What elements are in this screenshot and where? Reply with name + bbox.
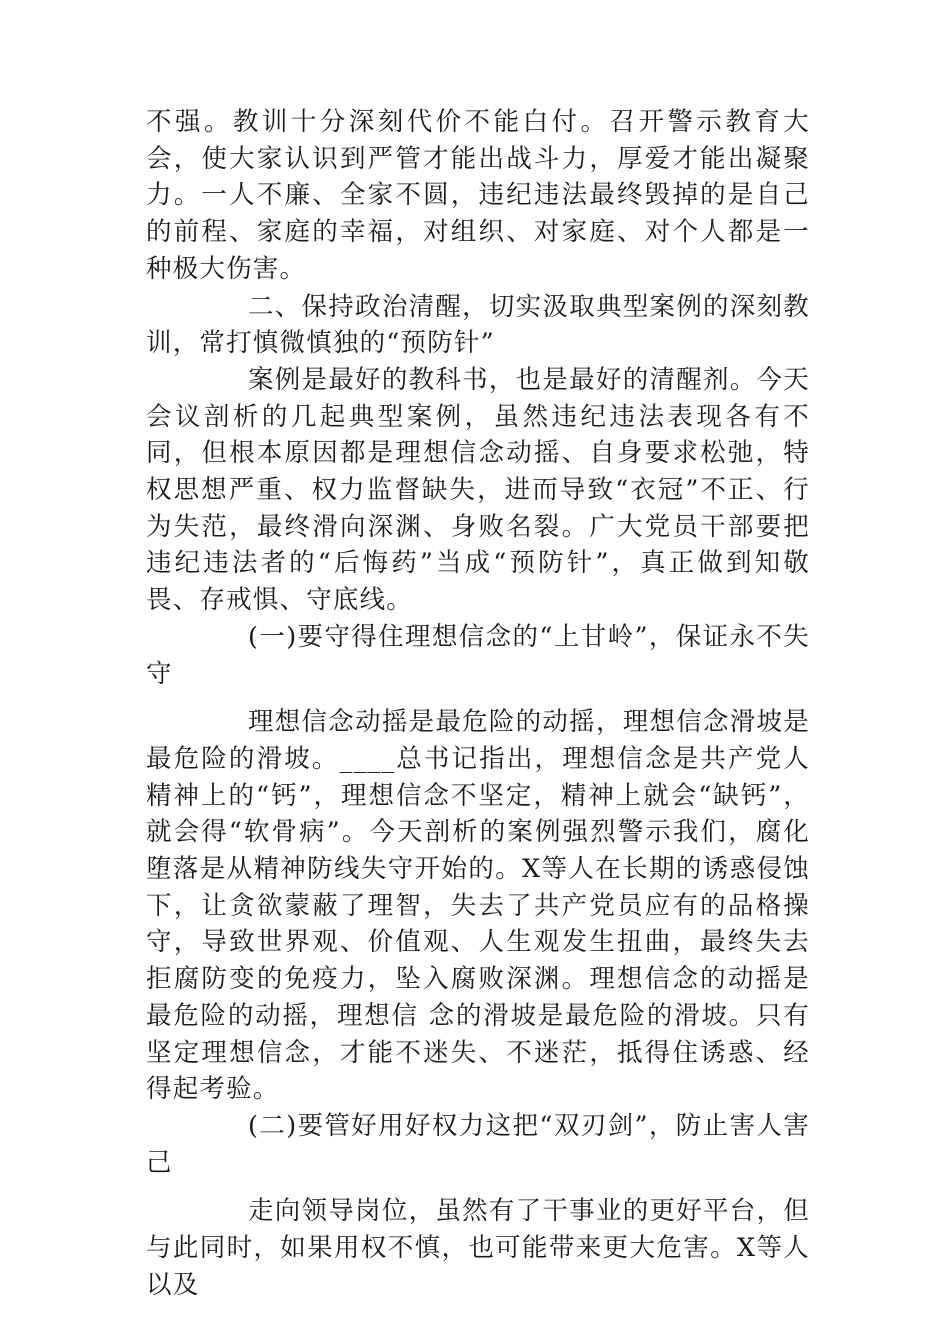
sub-heading-1: (一)要守得住理想信念的“上甘岭”，保证永不失守 (146, 621, 810, 689)
section-heading: 二、保持政治清醒，切实汲取典型案例的深刻教训，常打慎微慎独的“预防针” (146, 291, 810, 359)
body-paragraph: 案例是最好的教科书，也是最好的清醒剂。今天会议剖析的几起典型案例，虽然违纪违法表现各有不同，但根本原因都是理想信念动摇、自身要求松弛，特权思想严重、权力监督缺失，进而导致“衣冠”不正、行为失范，最终滑向深渊、身败名裂。广大党员干部要把违纪违法者的“后悔药”当成“预防针”，真正做到知敬畏、存戒惧、守底线。 (146, 364, 810, 616)
paragraph-continued: 不强。教训十分深刻代价不能白付。召开警示教育大会，使大家认识到严管才能出战斗力，厚爱才能出凝聚力。一人不廉、全家不圆，违纪违法最终毁掉的是自己的前程、家庭的幸福，对组织、对家庭、对个人都是一种极大伤害。 (146, 107, 810, 284)
sub-heading-2: (二)要管好用好权力这把“双刃剑”，防止害人害己 (146, 1110, 810, 1178)
body-paragraph: 走向领导岗位，虽然有了干事业的更好平台，但与此同时，如果用权不慎，也可能带来更大危害。X等人以及 (146, 1196, 810, 1300)
body-paragraph: 理想信念动摇是最危险的动摇，理想信念滑坡是最危险的滑坡。____总书记指出，理想信念是共产党人精神上的“钙”，理想信念不坚定，精神上就会“缺钙”，就会得“软骨病”。今天剖析的案例强烈警示我们，腐化堕落是从精神防线失守开始的。X等人在长期的诱惑侵蚀下，让贪欲蒙蔽了理智，失去了共产党员应有的品格操守，导致世界观、价值观、人生观发生扭曲，最终失去拒腐防变的免疫力，坠入腐败深渊。理想信念的动摇是最危险的动摇，理想信 念的滑坡是最危险的滑坡。只有坚定理想信念，才能不迷失、不迷茫，抵得住诱惑、经得起考验。 (146, 707, 810, 1105)
document-body (146, 104, 810, 1304)
